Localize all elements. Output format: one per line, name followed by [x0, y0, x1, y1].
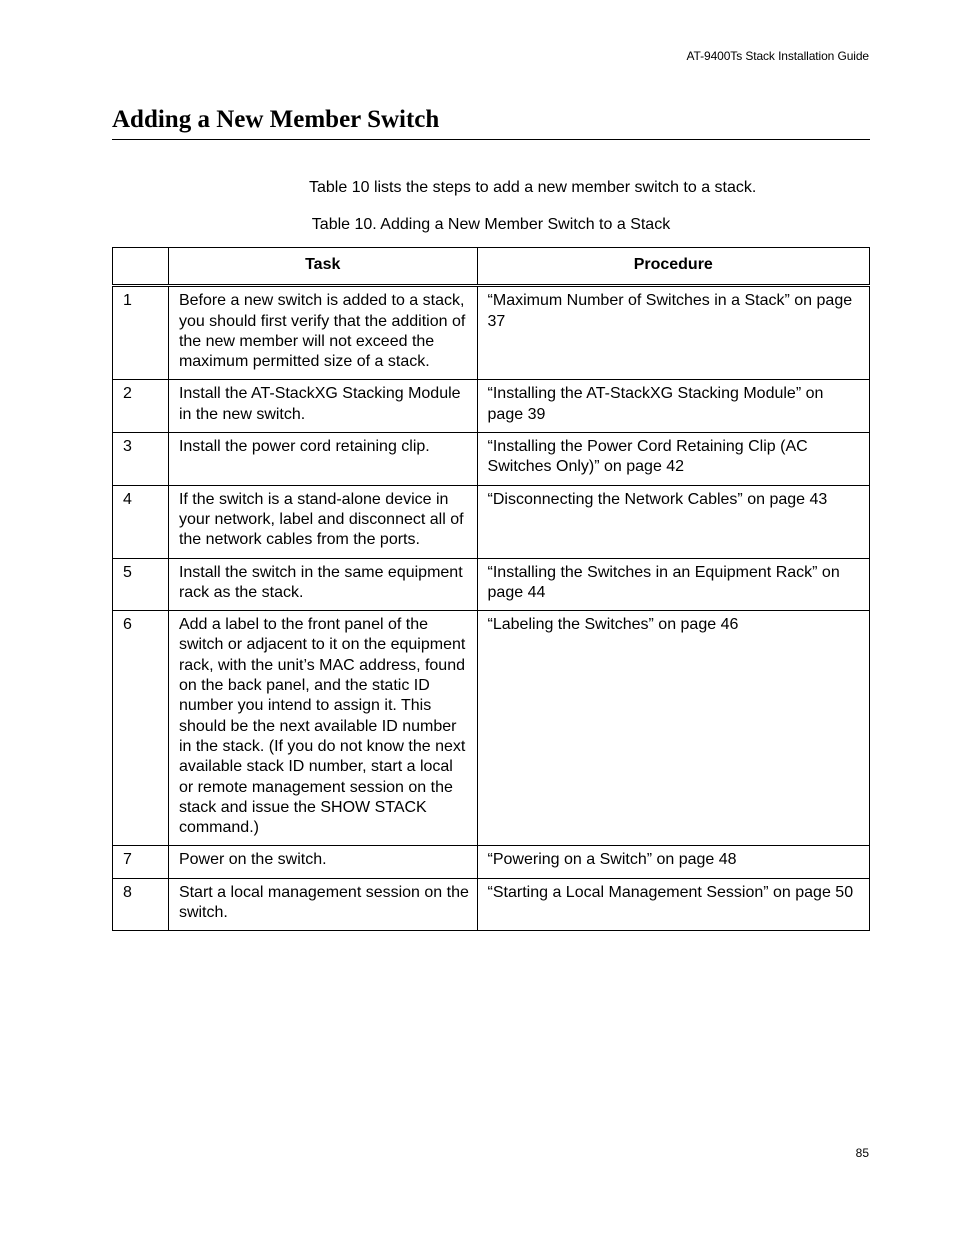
table-row	[113, 611, 870, 846]
column-header-procedure: Procedure	[477, 248, 869, 286]
step-number: 5	[113, 558, 169, 611]
step-task: If the switch is a stand-alone device in your network, label and disconnect all of the network cables from the ports.	[168, 485, 477, 558]
step-number: 7	[113, 846, 169, 878]
step-task: Install the AT-StackXG Stacking Module in the new switch.	[168, 380, 477, 433]
table-caption: Table 10. Adding a New Member Switch to a Stack	[311, 216, 671, 233]
step-task: Add a label to the front panel of the switch or adjacent to it on the equipment rack, with the unit’s MAC address, found on the back panel, and the static ID number you intend to assign it. This should be the next available ID number in the stack. (If you do not know the next available stack ID number, start a local or remote management session on the stack and issue the SHOW STACK command.)	[168, 611, 477, 846]
title-rule	[112, 139, 870, 140]
step-number: 6	[113, 611, 169, 846]
table-row	[113, 380, 870, 433]
step-number: 1	[113, 286, 169, 380]
table-row	[113, 286, 870, 380]
step-procedure: “Disconnecting the Network Cables” on page 43	[477, 485, 869, 558]
step-number: 4	[113, 485, 169, 558]
step-task: Install the switch in the same equipment rack as the stack.	[168, 558, 477, 611]
running-header: AT-9400Ts Stack Installation Guide	[686, 49, 869, 63]
table-row	[113, 558, 870, 611]
table-row	[113, 846, 870, 878]
table-row	[113, 433, 870, 486]
section-title: Adding a New Member Switch	[112, 106, 440, 133]
step-number: 2	[113, 380, 169, 433]
table-row	[113, 878, 870, 931]
step-procedure: “Powering on a Switch” on page 48	[477, 846, 869, 878]
step-procedure: “Starting a Local Management Session” on page 50	[477, 878, 869, 931]
step-task: Before a new switch is added to a stack, you should first verify that the addition of the new member will not exceed the maximum permitted size of a stack.	[168, 286, 477, 380]
step-procedure: “Installing the AT-StackXG Stacking Module” on page 39	[477, 380, 869, 433]
step-procedure: “Maximum Number of Switches in a Stack” on page 37	[477, 286, 869, 380]
column-header-number	[113, 248, 169, 286]
step-task: Install the power cord retaining clip.	[168, 433, 477, 486]
page-number: 85	[855, 1146, 869, 1160]
step-task: Start a local management session on the switch.	[168, 878, 477, 931]
step-procedure: “Labeling the Switches” on page 46	[477, 611, 869, 846]
column-header-task: Task	[168, 248, 477, 286]
intro-paragraph: Table 10 lists the steps to add a new member switch to a stack.	[309, 179, 757, 196]
step-number: 3	[113, 433, 169, 486]
step-procedure: “Installing the Power Cord Retaining Clip (AC Switches Only)” on page 42	[477, 433, 869, 486]
table-row	[113, 485, 870, 558]
steps-table	[112, 247, 870, 931]
step-task: Power on the switch.	[168, 846, 477, 878]
step-number: 8	[113, 878, 169, 931]
table-header-row	[113, 248, 870, 286]
step-procedure: “Installing the Switches in an Equipment Rack” on page 44	[477, 558, 869, 611]
